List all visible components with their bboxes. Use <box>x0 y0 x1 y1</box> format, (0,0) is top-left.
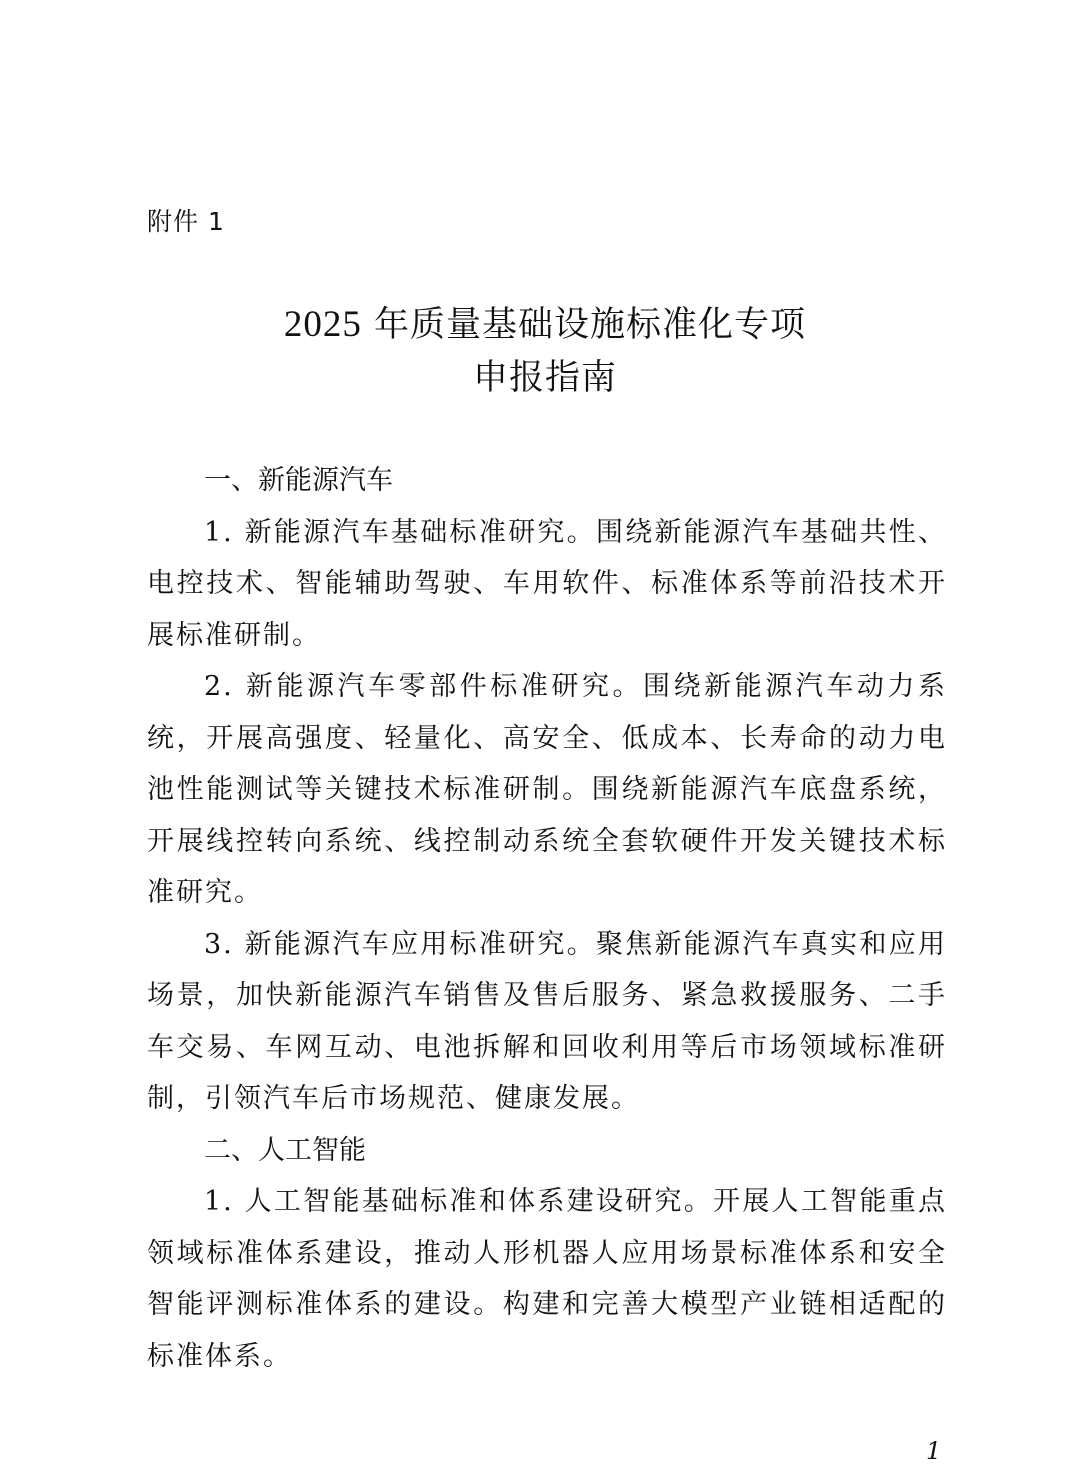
title-line-1 <box>0 298 1080 352</box>
section-heading-artificial-intelligence: 二、人工智能 <box>204 1134 366 1166</box>
section-heading-new-energy-vehicles: 一、新能源汽车 <box>204 465 393 496</box>
title-year: 2025 <box>283 304 362 345</box>
paragraph-nev-basic-standards: 1. 新能源汽车基础标准研究。围绕新能源汽车基础共性、电控技术、智能辅助驾驶、车用软件、标准体系等前沿技术开展标准研制。 <box>147 516 947 651</box>
title-line-2: 申报指南 <box>472 358 617 398</box>
attachment-label: 附件 1 <box>147 207 225 236</box>
page-number: 1 <box>926 1437 942 1465</box>
paragraph-nev-application-standards: 3. 新能源汽车应用标准研究。聚焦新能源汽车真实和应用场景，加快新能源汽车销售及售后服务、紧急救援服务、二手车交易、车网互动、电池拆解和回收利用等后市场领域标准研制，引领汽车后市场规范、健康发展。 <box>147 928 947 1114</box>
document-body <box>147 455 947 1382</box>
paragraph-nev-components-standards: 2. 新能源汽车零部件标准研究。围绕新能源汽车动力系统，开展高强度、轻量化、高安全、低成本、长寿命的动力电池性能测试等关键技术标准研制。围绕新能源汽车底盘系统，开展线控转向系统、线控制动系统全套软硬件开发关键技术标准研究。 <box>147 671 947 908</box>
document-title <box>0 298 1080 405</box>
paragraph-ai-basic-standards: 1. 人工智能基础标准和体系建设研究。开展人工智能重点领域标准体系建设，推动人形机器人应用场景标准体系和安全智能评测标准体系的建设。构建和完善大模型产业链相适配的标准体系。 <box>147 1186 947 1372</box>
title-line-1-text: 年质量基础设施标准化专项 <box>361 305 807 345</box>
